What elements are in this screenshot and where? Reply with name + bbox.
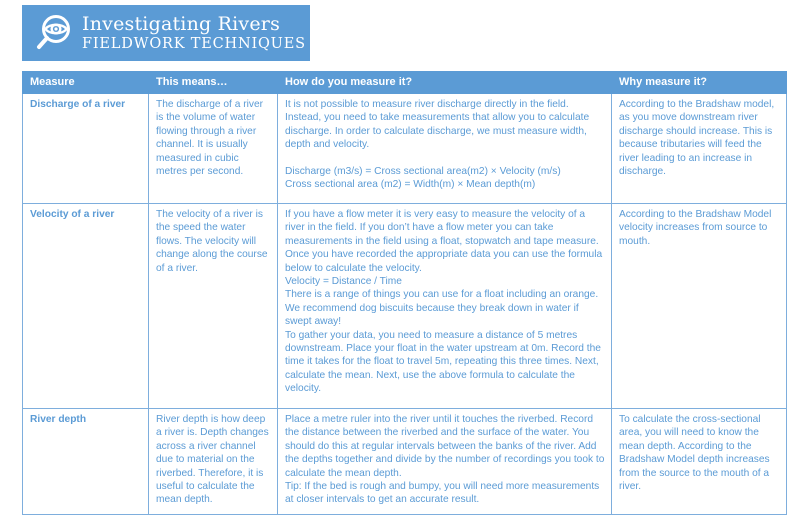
column-header-how-do-you-measure-it: How do you measure it? bbox=[278, 72, 612, 94]
how-paragraph: If you have a flow meter it is very easy to measure the velocity of a river in the field. If you don’t have a flow meter you can take measurements in the field using a float, stopwatch and tape measure. Once you have recorded the appropriate data you can use the formula below to calculate the velocity. bbox=[285, 209, 603, 274]
cell-this-means: The discharge of a river is the volume of water flowing through a river channel. It is usually measured in cubic metres per second. bbox=[149, 94, 278, 204]
fieldwork-techniques-table bbox=[22, 71, 787, 515]
cell-how-to-measure bbox=[278, 94, 612, 204]
how-paragraph: Velocity = Distance / Time bbox=[285, 276, 402, 288]
measure-label: Velocity of a river bbox=[30, 209, 115, 220]
measure-label: Discharge of a river bbox=[30, 99, 126, 110]
how-paragraph: There is a range of things you can use for a float including an orange. We recommend dog biscuits because they break down in water if swept away! bbox=[285, 289, 599, 328]
table-row bbox=[23, 94, 787, 204]
header-title-block bbox=[82, 13, 306, 53]
how-paragraph: Place a metre ruler into the river until it touches the riverbed. Record the distance between the riverbed and the surface of the water. You should do this at regular intervals between the banks of the river. Add the depths together and divide by the number of recordings you took to calculate the mean depth. bbox=[285, 414, 605, 479]
table-row bbox=[23, 204, 787, 409]
page-subtitle: FIELDWORK TECHNIQUES bbox=[82, 36, 306, 52]
how-paragraph: It is not possible to measure river discharge directly in the field. Instead, you need to take measurements that allow you to calculate discharge. In order to calculate discharge, we must measure width, depth and velocity. bbox=[285, 99, 590, 151]
how-paragraph: Discharge (m3/s) = Cross sectional area(m2) × Velocity (m/s) bbox=[285, 166, 561, 178]
cell-how-to-measure bbox=[278, 204, 612, 409]
cell-why-measure: According to the Bradshaw Model velocity increases from source to mouth. bbox=[612, 204, 787, 409]
how-paragraph: To gather your data, you need to measure a distance of 5 metres downstream. Place your float in the water upstream at 0m. Record the time it takes for the float to travel 5m, repeating this three times. Next, calculate the mean. Next, use the above formula to calculate the velocity. bbox=[285, 329, 601, 395]
cell-why-measure: To calculate the cross-sectional area, you will need to know the mean depth. According to the Bradshaw Model depth increases from the source to the mouth of a river. bbox=[612, 409, 787, 515]
page-header-banner bbox=[22, 5, 310, 61]
how-paragraph: Cross sectional area (m2) = Width(m) × Mean depth(m) bbox=[285, 179, 536, 191]
cell-this-means: River depth is how deep a river is. Depth changes across a river channel due to material on the riverbed. Therefore, it is useful to calculate the mean depth. bbox=[149, 409, 278, 515]
how-paragraph: Tip: If the bed is rough and bumpy, you will need more measurements at closer intervals to get an accurate result. bbox=[285, 481, 600, 506]
magnifier-eye-icon bbox=[32, 11, 76, 55]
measure-label: River depth bbox=[30, 414, 87, 425]
table-header-row bbox=[23, 72, 787, 94]
column-header-measure: Measure bbox=[23, 72, 149, 94]
paragraph-spacer bbox=[285, 152, 605, 165]
cell-measure bbox=[23, 409, 149, 515]
cell-measure bbox=[23, 94, 149, 204]
cell-why-measure: According to the Bradshaw model, as you move downstream river discharge should increase. This is because tributaries will feed the river leading to an increase in discharge. bbox=[612, 94, 787, 204]
page-title: Investigating Rivers bbox=[82, 13, 281, 35]
cell-how-to-measure bbox=[278, 409, 612, 515]
cell-measure bbox=[23, 204, 149, 409]
column-header-why-measure-it: Why measure it? bbox=[612, 72, 787, 94]
table-row bbox=[23, 409, 787, 515]
table-body bbox=[23, 94, 787, 515]
cell-this-means: The velocity of a river is the speed the water flows. The velocity will change along the course of a river. bbox=[149, 204, 278, 409]
column-header-this-means: This means… bbox=[149, 72, 278, 94]
